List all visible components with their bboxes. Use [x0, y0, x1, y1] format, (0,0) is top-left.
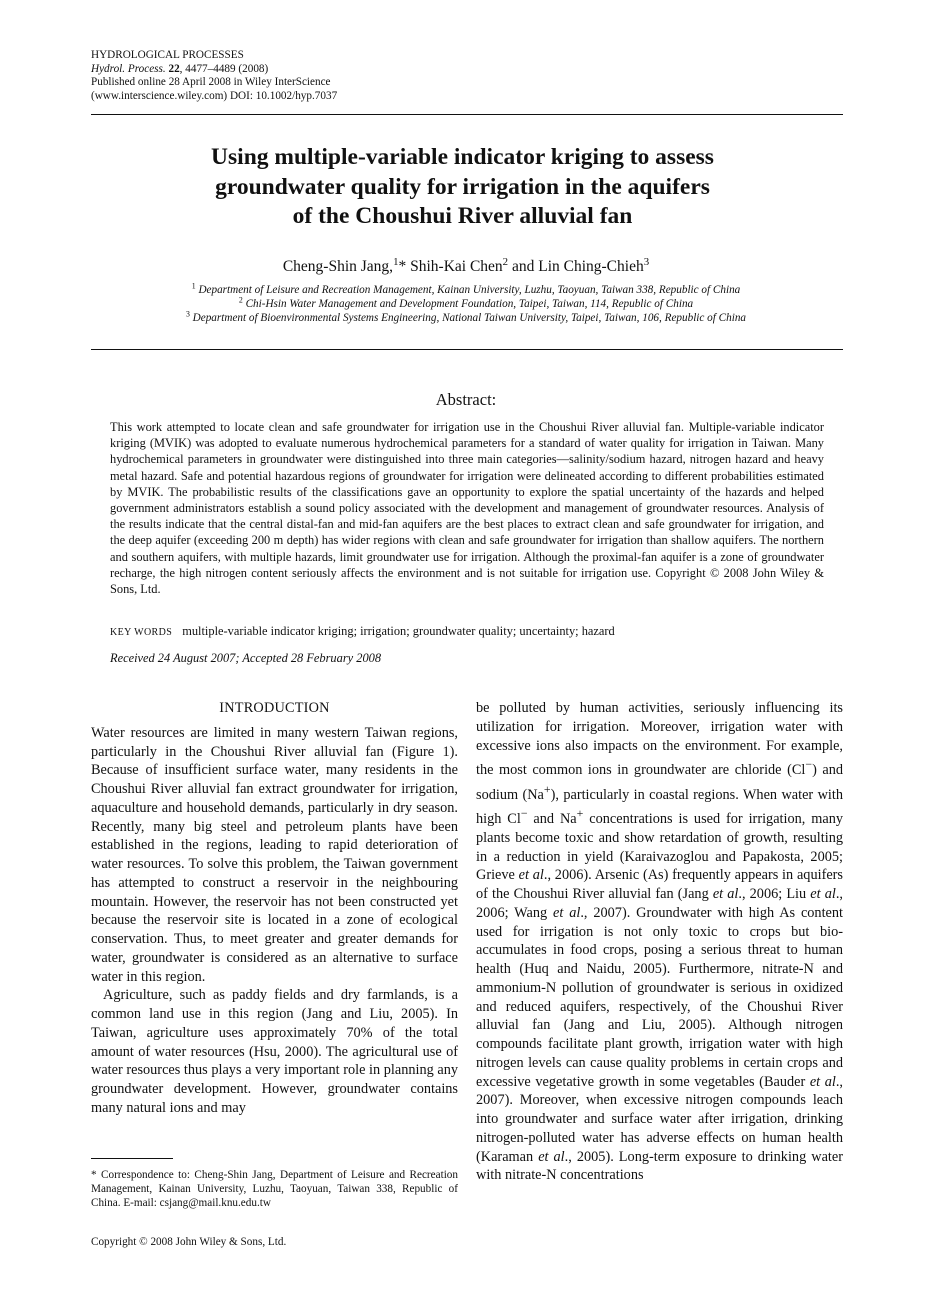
citation-pages: , 4477–4489 (2008): [179, 62, 269, 75]
section-heading-introduction: INTRODUCTION: [219, 700, 330, 716]
affiliation-text: Department of Bioenvironmental Systems Engineering, National Taiwan University, Taipei, Taiwan, 106, Republic of China: [192, 312, 747, 324]
text-run: ., 2006; Wang: [476, 886, 844, 921]
text-run: ., 2007). Groundwater with high As content used for irrigation is not only toxic to crops but bio-accumulates in food crops, posing a serious threat to human health (Huq and Naidu, 2005). Furthermore, nitrate-N and ammonium-N pollution of groundwater is serious in oxidized and reduced aquifers, respectively, of the Choushui River alluvial fan (Jang and Liu, 2005). Although nitrogen compounds facilitate plant growth, irrigation water with high nitrogen levels can cause quality problems in certain crops and excessive vegetative growth in some vegetables (Bauder: [476, 904, 844, 1090]
superscript: −: [520, 806, 528, 821]
author-affil-sup: 3: [643, 255, 650, 268]
abstract-heading: Abstract:: [435, 390, 497, 409]
affiliation-number: 3: [185, 309, 190, 319]
author-affil-sup: 2: [502, 255, 509, 268]
et-al: et al: [518, 867, 544, 884]
superscript: +: [543, 781, 551, 796]
citation-volume: 22: [168, 62, 180, 75]
keywords: [110, 623, 824, 641]
right-column: [476, 699, 843, 1185]
footnote-rule: [91, 1158, 173, 1159]
et-al: et al: [809, 1073, 836, 1090]
journal-header: [91, 49, 337, 103]
author-affil-sup: 1: [393, 255, 399, 268]
text-run: ., 2006). Arsenic (As) frequently appears in aquifers of the Choushui River alluvial fan (Jang: [476, 867, 843, 903]
text-run: concentrations is used for irrigation, many plants become toxic and show retardation of growth, resulting in a reduction in yield (Karaivazoglou and Papakosta, 2005; Grieve: [476, 811, 844, 884]
doi-line: (www.interscience.wiley.com) DOI: 10.1002/hyp.7037: [91, 89, 338, 102]
text-run: ., 2005). Long-term exposure to drinking water with nitrate-N concentrations: [476, 1148, 844, 1184]
et-al: et al: [538, 1148, 565, 1165]
paragraph: [476, 699, 843, 1185]
affiliation: [90, 283, 842, 297]
authors: [90, 255, 842, 276]
text-run: ) and sodium (Na: [476, 762, 843, 803]
title-block-rule: [91, 349, 843, 350]
left-column: [91, 699, 458, 1118]
author-name: Shih-Kai Chen: [406, 258, 503, 275]
text-run: ), particularly in coastal regions. When water with high Cl: [476, 786, 843, 828]
copyright-footer: Copyright © 2008 John Wiley & Sons, Ltd.: [91, 1236, 287, 1248]
affiliation: [90, 297, 842, 311]
affiliation-number: 2: [238, 295, 243, 305]
paragraph: Agriculture, such as paddy fields and dry farmlands, is a common land use in this region (Jang and Liu, 2005). In Taiwan, agriculture uses approximately 70% of the total amount of water resources (Hsu, 2000). The agricultural use of water resources thus plays a very important role in planning any groundwater development. However, groundwater contains many natural ions and may: [91, 987, 458, 1116]
author-name: and Lin Ching-Chieh: [508, 258, 644, 275]
superscript: +: [576, 806, 584, 821]
text-run: ., 2007). Moreover, when excessive nitrogen compounds leach into groundwater and surface water after irrigation, drinking nitrogen-polluted water has adverse effects on human health (Karaman: [476, 1073, 843, 1165]
author-name: Cheng-Shin Jang,: [282, 258, 394, 275]
text-run: ., 2006; Liu: [738, 886, 811, 903]
affiliation-text: Chi-Hsin Water Management and Development Foundation, Taipei, Taiwan, 114, Republic of China: [245, 298, 694, 310]
affiliation-number: 1: [191, 281, 196, 291]
journal-name: HYDROLOGICAL PROCESSES: [91, 49, 244, 61]
paragraph: Water resources are limited in many western Taiwan regions, particularly in the Choushui River alluvial fan (Figure 1). Because of insufficient surface water, many residents in the Choushui River alluvial fan extract groundwater for irrigation, aquaculture and household demands, particularly in dry season. Recently, many big steel and petroleum plants have been established in the regions, leading to rapid deterioration of water resources. To solve this problem, the Taiwan government has attempted to construct a reservoir in the neighbouring mountain. However, the reservoir has not been constructed yet because the reservoir site is located in a zone of ecological conservation. Thus, to meet greater and greater demands for water, groundwater is considered as an alternative to surface water in this region.: [91, 724, 458, 985]
citation-journal-abbrev: Hydrol. Process.: [91, 62, 166, 75]
title-line: of the Choushui River alluvial fan: [292, 203, 633, 229]
title-line: groundwater quality for irrigation in the aquifers: [215, 173, 710, 200]
keywords-label: KEY WORDS: [110, 627, 173, 638]
affiliation-text: Department of Leisure and Recreation Management, Kainan University, Luzhu, Taoyuan, Taiwan 338, Republic of China: [198, 284, 741, 296]
superscript: −: [805, 757, 813, 772]
et-al: et al: [810, 886, 836, 903]
corresponding-mark: *: [398, 258, 407, 275]
citation-line: [91, 63, 337, 77]
title-line: Using multiple-variable indicator kriging to assess: [211, 144, 714, 170]
keywords-list: multiple-variable indicator kriging; irrigation; groundwater quality; uncertainty; hazard: [182, 624, 615, 638]
paper-title: [130, 143, 795, 232]
et-al: et al: [712, 886, 739, 903]
affiliation: [90, 311, 842, 325]
text-run: be polluted by human activities, seriously influencing its utilization for irrigation. Moreover, irrigation water with excessive ions also impacts on the environment. For example, the most common ions in groundwater are chloride (Cl: [476, 700, 843, 779]
correspondence-footnote: * Correspondence to: Cheng-Shin Jang, Department of Leisure and Recreation Management, Kainan University, Luzhu, Taoyuan, Taiwan 338, Republic of China. E-mail: csjang@mail.knu.edu.tw: [91, 1169, 458, 1209]
received-dates: Received 24 August 2007; Accepted 28 February 2008: [110, 651, 382, 665]
published-online: Published online 28 April 2008 in Wiley InterScience: [91, 76, 331, 89]
abstract-body: This work attempted to locate clean and safe groundwater for irrigation use in the Choushui River alluvial fan. Multiple-variable indicator kriging (MVIK) was adopted to evaluate numerous hydrochemical parameters for a standard of water quality for irrigation in Taiwan. Many hydrochemical parameters in groundwater were distinguished into three main categories—salinity/sodium hazard, nitrogen hazard and heavy metal hazard. Safe and potential hazardous regions of groundwater for irrigation were delineated according to different probabilities estimated by MVIK. The probabilistic results of the classifications gave an opportunity to explore the spatial uncertainty of the hazards and helped government administrators establish a sound policy associated with the development and management of groundwater resources. Analysis of the results indicate that the central distal-fan and mid-fan aquifers are the best places to extract clean and safe groundwater for irrigation, and the deep aquifer (exceeding 200 m depth) has wider regions with clean and safe groundwater for irrigation than shallow aquifers. The northern and southern aquifers, with multiple hazards, limit groundwater use for irrigation. Although the proximal-fan aquifer is a zone of groundwater recharge, the high nitrogen content seriously affects the environment and is not suitable for irrigation use. Copyright © 2008 John Wiley & Sons, Ltd.: [110, 420, 824, 597]
header-rule: [91, 114, 843, 115]
text-run: and Na: [527, 811, 577, 828]
et-al: et al: [553, 904, 581, 921]
